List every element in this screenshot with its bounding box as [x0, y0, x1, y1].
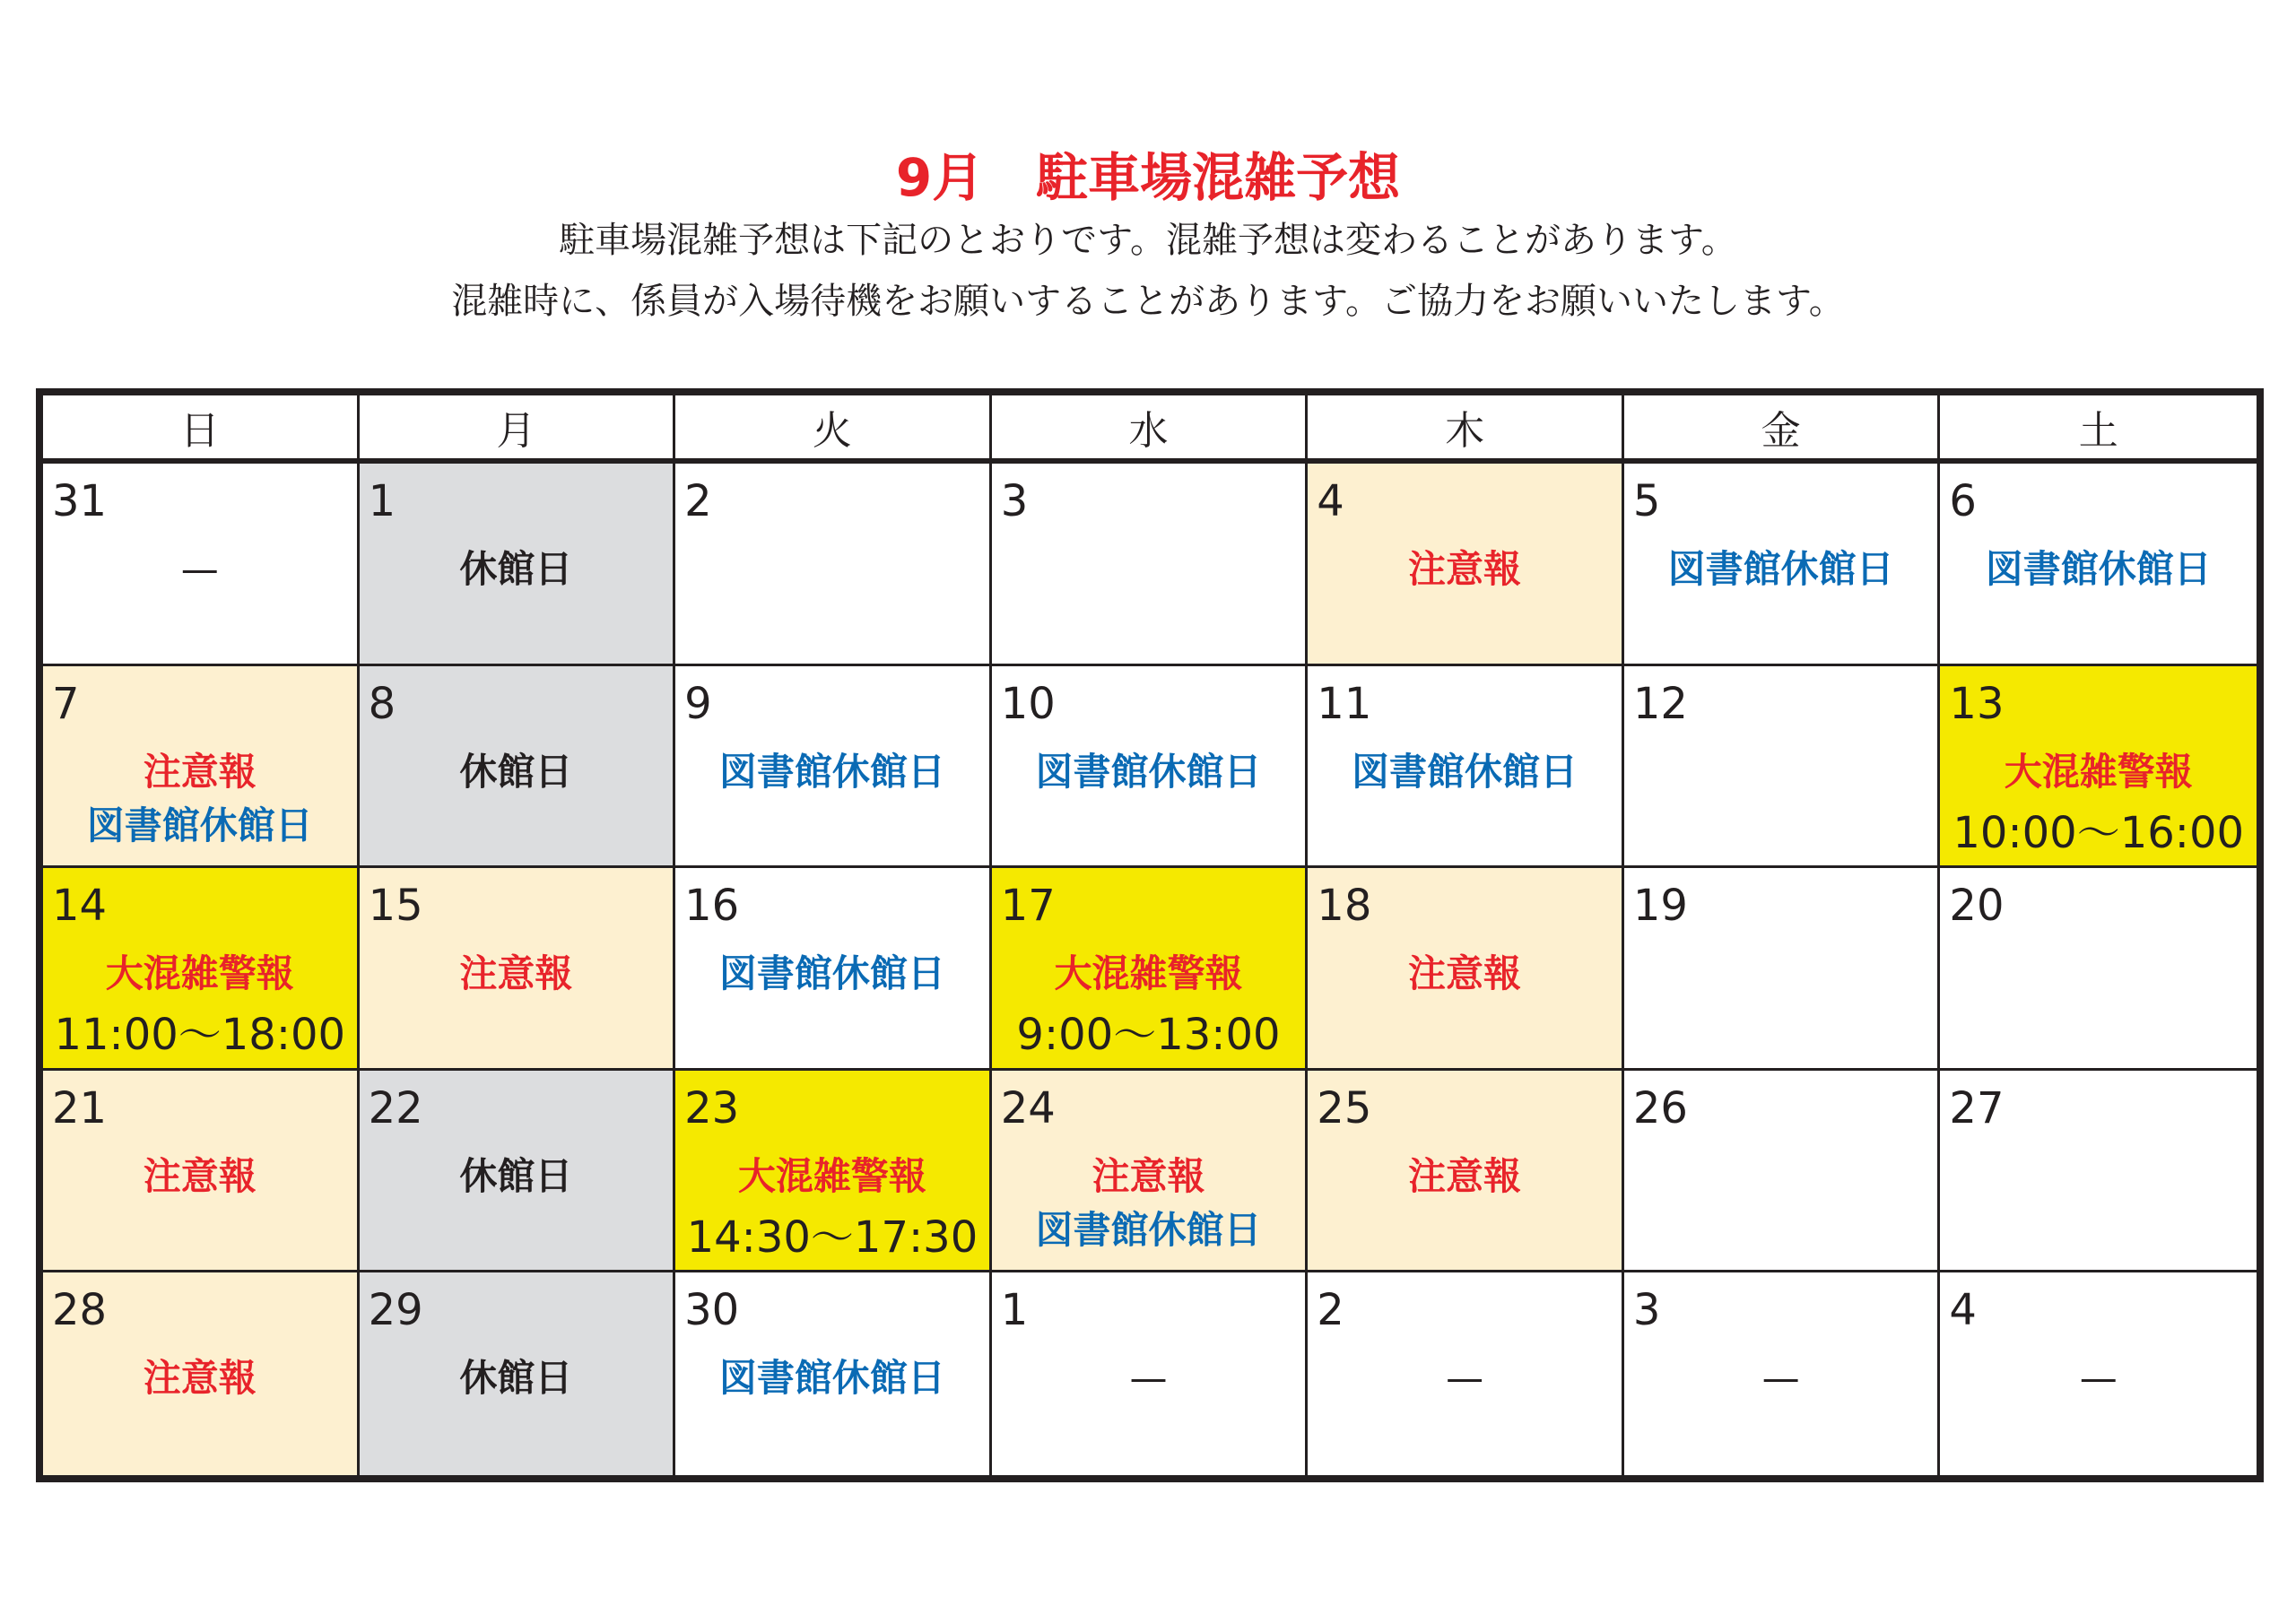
day-number: 8: [368, 678, 396, 729]
calendar-day-cell: [1940, 868, 2257, 1071]
weekday-header-sat: 土: [1940, 395, 2257, 464]
calendar-day-cell: [675, 1071, 992, 1273]
library-closed-label: 図書館休館日: [718, 1356, 945, 1401]
day-status-lines: [675, 1351, 989, 1405]
museum-closed-label: 休館日: [459, 1356, 573, 1401]
day-number: 24: [1000, 1082, 1056, 1133]
calendar-day-cell: [992, 1272, 1309, 1475]
day-number: 19: [1632, 881, 1688, 932]
no-data-dash: —: [180, 547, 219, 591]
day-status-lines: [675, 947, 989, 1001]
day-number: 2: [684, 476, 712, 526]
congestion-time-range: 11:00〜18:00: [54, 1010, 346, 1061]
congestion-alert-label: 注意報: [143, 749, 257, 794]
congestion-alert-label: 大混雑警報: [105, 951, 294, 996]
calendar-day-cell: [1940, 464, 2257, 666]
day-number: 9: [684, 678, 712, 729]
day-status-lines: [360, 947, 674, 1001]
calendar-day-cell: [992, 666, 1309, 869]
calendar-day-cell: [1308, 666, 1624, 869]
library-closed-label: 図書館休館日: [86, 803, 313, 847]
library-closed-label: 図書館休館日: [1667, 547, 1894, 591]
day-status-lines: [992, 947, 1306, 1069]
calendar-day-cell: [1308, 868, 1624, 1071]
day-status-lines: [992, 745, 1306, 799]
no-data-dash: —: [1446, 1356, 1484, 1401]
day-status-lines: [1940, 1351, 2257, 1405]
day-status-lines: [360, 1351, 674, 1405]
day-number: 18: [1317, 881, 1372, 932]
no-data-dash: —: [1129, 1356, 1168, 1401]
day-number: 30: [684, 1285, 740, 1336]
calendar-day-cell: [1624, 868, 1941, 1071]
congestion-alert-label: 注意報: [1091, 1153, 1205, 1198]
calendar-day-cell: [360, 1272, 676, 1475]
weekday-header-tue: 火: [675, 395, 992, 464]
day-number: 14: [52, 881, 108, 932]
subtitle-line-1: 駐車場混雑予想は下記のとおりです。混雑予想は変わることがあります。: [559, 220, 1737, 261]
weekday-header-sun: 日: [43, 395, 360, 464]
day-number: 11: [1317, 678, 1372, 729]
calendar-day-cell: [43, 464, 360, 666]
day-number: 20: [1949, 881, 2005, 932]
congestion-alert-label: 注意報: [1408, 1153, 1522, 1198]
calendar-day-cell: [43, 1272, 360, 1475]
day-number: 23: [684, 1082, 740, 1133]
day-status-lines: [992, 1351, 1306, 1405]
day-status-lines: [43, 543, 357, 596]
day-status-lines: [675, 1150, 989, 1272]
day-number: 2: [1317, 1285, 1344, 1336]
day-number: 26: [1632, 1082, 1688, 1133]
page-title: 9月 駐車場混雑予想: [895, 147, 1401, 208]
day-status-lines: [1308, 1351, 1622, 1405]
congestion-alert-label: 注意報: [1408, 951, 1522, 996]
day-status-lines: [43, 1150, 357, 1203]
day-status-lines: [1940, 745, 2257, 867]
calendar-day-cell: [992, 868, 1309, 1071]
day-number: 1: [1000, 1285, 1029, 1336]
calendar-day-cell: [675, 666, 992, 869]
congestion-time-range: 14:30〜17:30: [686, 1211, 978, 1263]
day-number: 5: [1632, 476, 1661, 526]
congestion-alert-label: 大混雑警報: [737, 1153, 926, 1198]
day-status-lines: [43, 745, 357, 853]
congestion-alert-label: 注意報: [1408, 547, 1522, 591]
congestion-alert-label: 大混雑警報: [1054, 951, 1243, 996]
day-number: 27: [1949, 1082, 2005, 1133]
congestion-alert-label: 大混雑警報: [2004, 749, 2193, 794]
day-number: 3: [1000, 476, 1029, 526]
day-number: 13: [1949, 678, 2005, 729]
congestion-alert-label: 注意報: [143, 1356, 257, 1401]
calendar-day-cell: [675, 464, 992, 666]
calendar-day-cell: [1624, 1272, 1941, 1475]
calendar-day-cell: [1940, 1071, 2257, 1273]
no-data-dash: —: [1761, 1356, 1800, 1401]
day-status-lines: [992, 1150, 1306, 1257]
day-number: 16: [684, 881, 740, 932]
day-number: 10: [1000, 678, 1056, 729]
day-status-lines: [1624, 543, 1938, 596]
day-status-lines: [1308, 543, 1622, 596]
day-status-lines: [43, 1351, 357, 1405]
weekday-header-wed: 水: [992, 395, 1309, 464]
museum-closed-label: 休館日: [459, 749, 573, 794]
day-number: 15: [368, 881, 423, 932]
day-status-lines: [360, 543, 674, 596]
no-data-dash: —: [2079, 1356, 2118, 1401]
day-number: 3: [1632, 1285, 1661, 1336]
day-number: 12: [1632, 678, 1688, 729]
library-closed-label: 図書館休館日: [718, 951, 945, 996]
day-status-lines: [360, 745, 674, 799]
day-number: 28: [52, 1285, 108, 1336]
library-closed-label: 図書館休館日: [1035, 749, 1262, 794]
congestion-time-range: 9:00〜13:00: [1016, 1010, 1281, 1061]
day-number: 6: [1949, 476, 1977, 526]
day-status-lines: [1940, 543, 2257, 596]
day-status-lines: [360, 1150, 674, 1203]
day-number: 22: [368, 1082, 423, 1133]
calendar-day-cell: [992, 464, 1309, 666]
library-closed-label: 図書館休館日: [1035, 1207, 1262, 1252]
calendar-day-cell: [360, 666, 676, 869]
calendar-day-cell: [675, 868, 992, 1071]
day-number: 31: [52, 476, 108, 526]
day-status-lines: [675, 745, 989, 799]
day-number: 17: [1000, 881, 1056, 932]
weekday-header-fri: 金: [1624, 395, 1941, 464]
library-closed-label: 図書館休館日: [718, 749, 945, 794]
subtitle-line-2: 混雑時に、係員が入場待機をお願いすることがあります。ご協力をお願いいたします。: [451, 281, 1845, 322]
calendar-day-cell: [1624, 666, 1941, 869]
calendar-day-cell: [1308, 1071, 1624, 1273]
day-number: 21: [52, 1082, 108, 1133]
parking-congestion-calendar: [36, 388, 2264, 1482]
day-status-lines: [1624, 1351, 1938, 1405]
calendar-day-cell: [1308, 1272, 1624, 1475]
calendar-day-cell: [1940, 1272, 2257, 1475]
calendar-day-cell: [360, 868, 676, 1071]
calendar-day-cell: [675, 1272, 992, 1475]
calendar-day-cell: [43, 1071, 360, 1273]
congestion-alert-label: 注意報: [143, 1153, 257, 1198]
museum-closed-label: 休館日: [459, 1153, 573, 1198]
day-number: 29: [368, 1285, 423, 1336]
congestion-time-range: 10:00〜16:00: [1952, 807, 2245, 858]
museum-closed-label: 休館日: [459, 547, 573, 591]
calendar-day-cell: [360, 464, 676, 666]
weekday-header-thu: 木: [1308, 395, 1624, 464]
day-number: 7: [52, 678, 80, 729]
library-closed-label: 図書館休館日: [1985, 547, 2212, 591]
day-number: 1: [368, 476, 396, 526]
day-status-lines: [1308, 1150, 1622, 1203]
day-status-lines: [43, 947, 357, 1069]
calendar-day-cell: [43, 868, 360, 1071]
calendar-day-cell: [43, 666, 360, 869]
calendar-day-cell: [360, 1071, 676, 1273]
weekday-header-mon: 月: [360, 395, 676, 464]
day-number: 4: [1949, 1285, 1977, 1336]
day-number: 4: [1317, 476, 1344, 526]
day-number: 25: [1317, 1082, 1372, 1133]
calendar-day-cell: [1308, 464, 1624, 666]
calendar-day-cell: [1940, 666, 2257, 869]
calendar-day-cell: [992, 1071, 1309, 1273]
day-status-lines: [1308, 947, 1622, 1001]
calendar-day-cell: [1624, 1071, 1941, 1273]
library-closed-label: 図書館休館日: [1352, 749, 1578, 794]
day-status-lines: [1308, 745, 1622, 799]
calendar-day-cell: [1624, 464, 1941, 666]
congestion-alert-label: 注意報: [459, 951, 573, 996]
